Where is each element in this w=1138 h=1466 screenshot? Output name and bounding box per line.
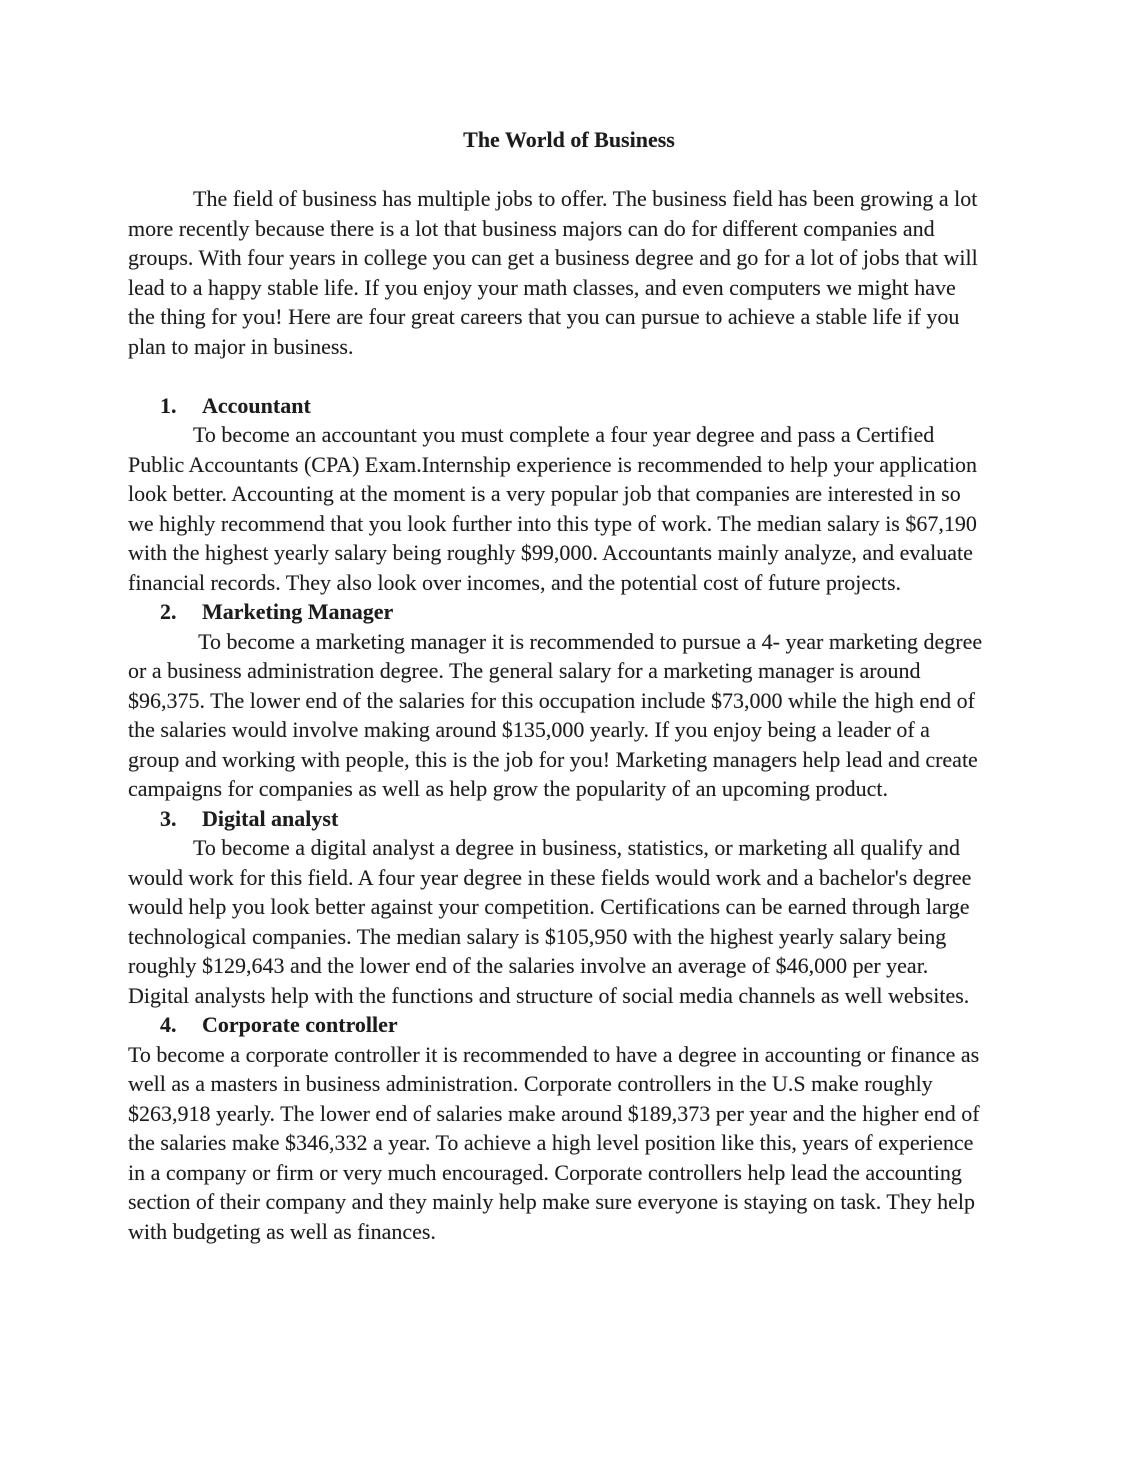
section-4-title: Corporate controller [202, 1012, 398, 1037]
text-line: lead to a happy stable life. If you enjoy your math classes, and even computers we might have [128, 274, 956, 300]
section-4-paragraph [128, 1040, 1010, 1247]
text-line: plan to major in business. [128, 333, 354, 359]
text-line: groups. With four years in college you can get a business degree and go for a lot of jobs that will [128, 245, 978, 270]
text-line: look better. Accounting at the moment is a very popular job that companies are interested in so [128, 481, 961, 506]
section-3-title: Digital analyst [202, 805, 339, 831]
text-line: To become a digital analyst a degree in business, statistics, or marketing all qualify and [193, 835, 961, 860]
section-4-number: 4. [160, 1012, 177, 1037]
text-line: group and working with people, this is the job for you! Marketing managers help lead and create [128, 746, 978, 772]
text-line: would work for this field. A four year degree in these fields would work and a bachelor's degree [128, 864, 972, 890]
section-2-title: Marketing Manager [202, 599, 394, 624]
blank-line [128, 155, 1010, 185]
text-line: more recently because there is a lot that business majors can do for different companies and [128, 215, 935, 241]
text-line: the thing for you! Here are four great careers that you can pursue to achieve a stable life if you [128, 304, 960, 329]
text-line: To become an accountant you must complete a four year degree and pass a Certified [193, 422, 935, 447]
text-line: roughly $129,643 and the lower end of the salaries involve an average of $46,000 per year. [128, 953, 929, 978]
text-line: The field of business has multiple jobs to offer. The business field has been growing a lot [193, 186, 978, 211]
text-line: the salaries make $346,332 a year. To achieve a high level position like this, years of experience [128, 1130, 974, 1155]
intro-paragraph [128, 184, 1010, 361]
text-line: $263,918 yearly. The lower end of salaries make around $189,373 per year and the higher end of [128, 1100, 980, 1126]
text-line: would help you look better against your competition. Certifications can be earned through large [128, 894, 970, 919]
text-line: the salaries would involve making around $135,000 yearly. If you enjoy being a leader of a [128, 717, 930, 742]
text-line: Digital analysts help with the functions and structure of social media channels as well websites. [128, 982, 970, 1008]
text-line: well as a masters in business administration. Corporate controllers in the U.S make roughly [128, 1071, 933, 1096]
text-line: in a company or firm or very much encouraged. Corporate controllers help lead the accounting [128, 1159, 962, 1185]
section-1-paragraph [128, 420, 1010, 597]
section-2-number: 2. [160, 599, 177, 624]
text-line: campaigns for companies as well as help grow the popularity of an upcoming product. [128, 776, 889, 801]
text-line: financial records. They also look over incomes, and the potential cost of future projects. [128, 569, 902, 595]
section-3-paragraph [128, 833, 1010, 1010]
section-1-title: Accountant [202, 392, 311, 418]
document-title: The World of Business [463, 127, 675, 152]
text-line: To become a corporate controller it is recommended to have a degree in accounting or finance as [128, 1041, 980, 1067]
text-line: To become a marketing manager it is recommended to pursue a 4- year marketing degree [193, 628, 983, 654]
section-4-heading [128, 1010, 1010, 1040]
text-line: section of their company and they mainly help make sure everyone is staying on task. They help [128, 1189, 975, 1214]
section-3-number: 3. [160, 805, 177, 831]
text-line: $96,375. The lower end of the salaries for this occupation include $73,000 while the high end of [128, 687, 975, 713]
text-line: with the highest yearly salary being roughly $99,000. Accountants mainly analyze, and evaluate [128, 540, 973, 565]
section-2-paragraph [128, 627, 1010, 804]
text-line: with budgeting as well as finances. [128, 1218, 436, 1244]
text-line: Public Accountants (CPA) Exam.Internship experience is recommended to help your application [128, 451, 978, 477]
text-line: we highly recommend that you look further into this type of work. The median salary is $67,190 [128, 510, 977, 536]
section-3-heading [128, 804, 1010, 834]
section-2-heading [128, 597, 1010, 627]
section-1-number: 1. [160, 392, 177, 418]
text-line: technological companies. The median salary is $105,950 with the highest yearly salary being [128, 923, 947, 949]
blank-line [128, 361, 1010, 391]
section-1-heading [128, 391, 1010, 421]
text-line: or a business administration degree. The general salary for a marketing manager is around [128, 658, 921, 683]
